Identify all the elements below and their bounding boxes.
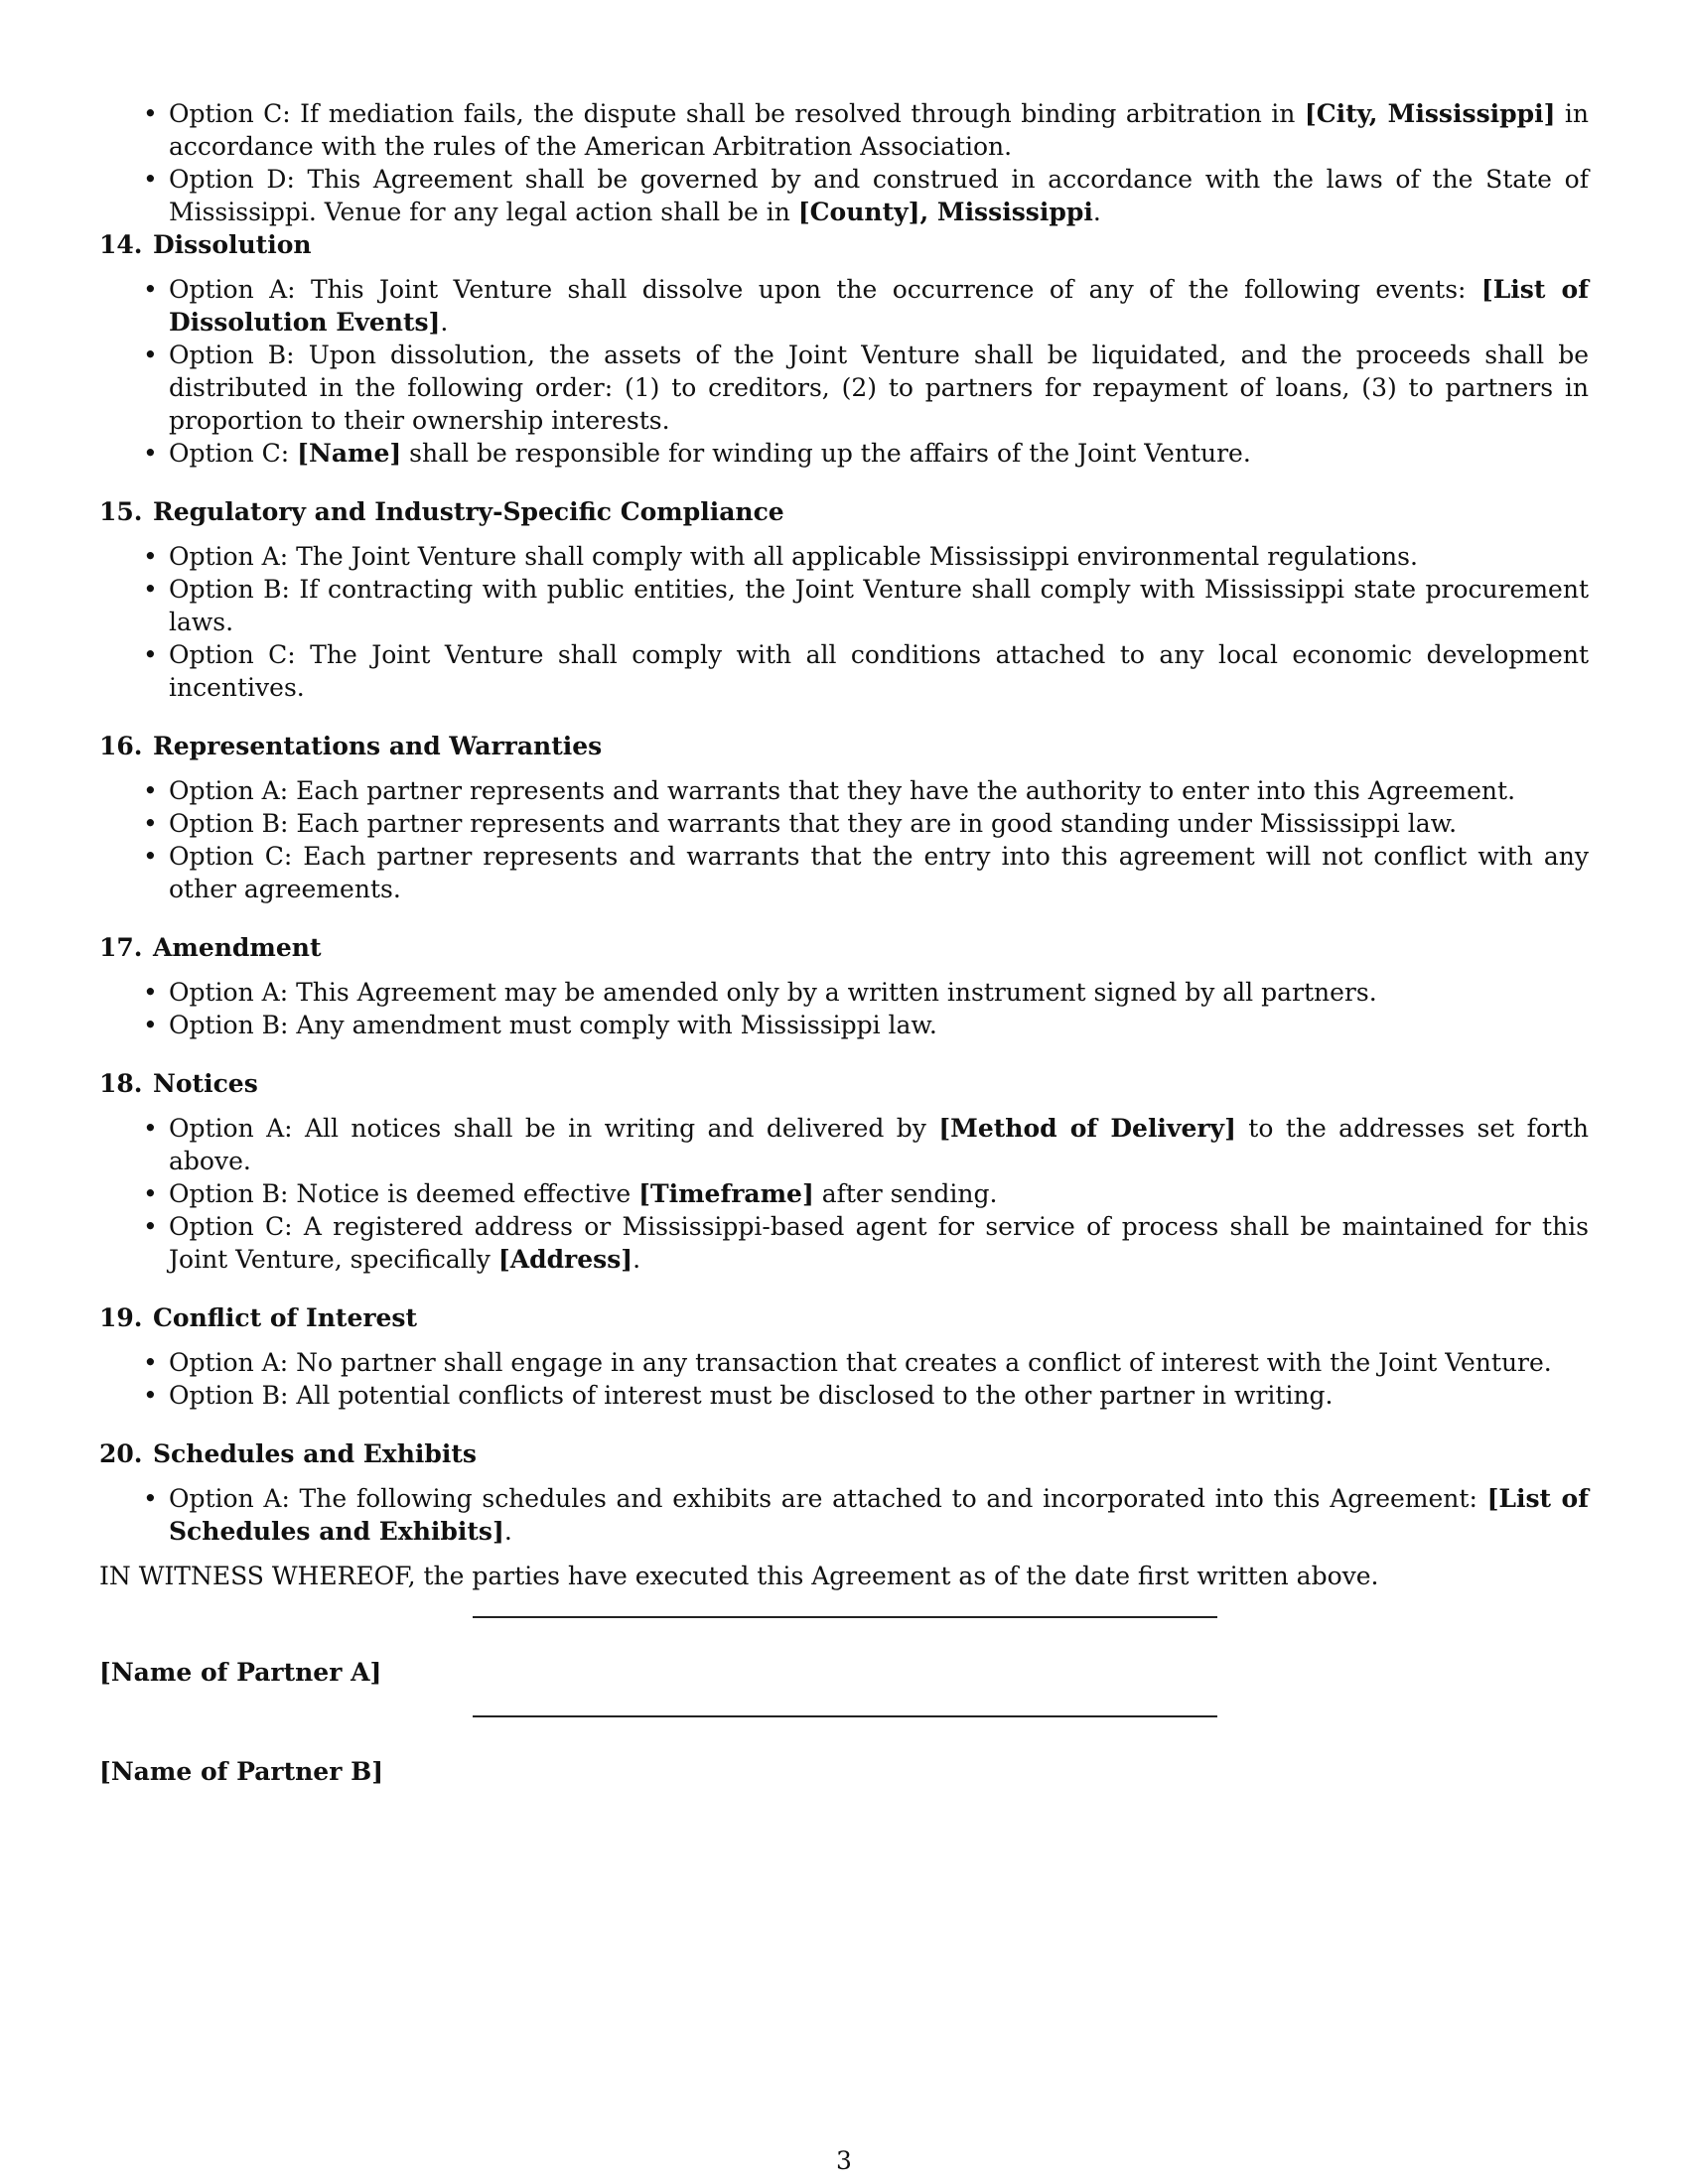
witness-clause: IN WITNESS WHEREOF, the parties have executed this Agreement as of the date first written above. [99,1562,1379,1590]
option-text: Option D: This Agreement shall be governed by and construed in accordance with the laws of the State of Mississippi. Venue for any legal action shall be in [169,165,1589,226]
option-text: Option B: All potential conflicts of interest must be disclosed to the other partner in writing. [169,1381,1334,1410]
options-list [99,540,1589,704]
section-18 [99,1067,1589,1276]
option-text: . [440,308,449,337]
section-20 [99,1437,1589,1548]
option-text: Option C: [169,439,298,468]
section-title: Conflict of Interest [153,1303,418,1332]
section-19 [99,1301,1589,1412]
section-heading [99,1437,1589,1470]
section-title: Amendment [153,933,322,962]
section-title: Schedules and Exhibits [153,1439,477,1468]
option-item [99,1482,1589,1548]
signature-line [473,1616,1217,1618]
option-text: Option A: Each partner represents and warrants that they have the authority to enter into this Agreement. [169,776,1516,805]
signature-block [99,1616,1589,1715]
option-item [99,638,1589,704]
section-heading [99,730,1589,762]
option-text: Option C: The Joint Venture shall comply with all conditions attached to any local economic development incentives. [169,640,1589,702]
option-item [99,540,1589,573]
option-item [99,273,1589,339]
option-item [99,807,1589,840]
option-item [99,1112,1589,1177]
option-text: Option C: If mediation fails, the dispute shall be resolved through binding arbitration in [169,99,1305,128]
signatory-name: [Name of Partner B] [99,1757,384,1786]
option-text: to the addresses set forth above. [169,1114,1589,1175]
options-list [99,273,1589,470]
option-text: Option B: If contracting with public entities, the Joint Venture shall comply with Mississippi state procurement laws. [169,575,1589,636]
option-text: after sending. [813,1179,998,1208]
option-item [99,1009,1589,1041]
option-item [99,1346,1589,1379]
section-title: Regulatory and Industry-Specific Compliance [153,497,784,526]
section-16 [99,730,1589,905]
placeholder-field: [List of Dissolution Events] [169,275,1589,337]
option-text: shall be responsible for winding up the affairs of the Joint Venture. [401,439,1251,468]
option-item [99,339,1589,437]
section-heading [99,931,1589,964]
option-item [99,437,1589,470]
placeholder-field: [Name] [297,439,402,468]
section-number: 17. [99,933,143,962]
option-item [99,97,1589,163]
document-page [99,97,1589,1815]
options-list [99,774,1589,905]
option-text: Option A: The Joint Venture shall comply with all applicable Mississippi environmental regulations. [169,542,1418,571]
option-item [99,163,1589,228]
options-list [99,1346,1589,1412]
option-text: Option A: No partner shall engage in any transaction that creates a conflict of interest with the Joint Venture. [169,1348,1552,1377]
section-heading [99,1067,1589,1100]
section-number: 14. [99,230,143,259]
option-item [99,774,1589,807]
section-heading [99,228,1589,261]
section-title: Representations and Warranties [153,732,603,760]
section-title: Notices [153,1069,258,1098]
option-text: Option A: All notices shall be in writing and delivered by [169,1114,939,1143]
option-item [99,1177,1589,1210]
placeholder-field: [Address] [497,1245,633,1274]
section-number: 16. [99,732,143,760]
section-number: 18. [99,1069,143,1098]
page-number: 3 [836,2146,852,2175]
option-item [99,1210,1589,1276]
options-list [99,1482,1589,1548]
placeholder-field: [County], Mississippi [797,198,1093,226]
option-text: Option B: Notice is deemed effective [169,1179,639,1208]
section-14 [99,228,1589,470]
option-text: . [503,1517,512,1546]
option-text: Option B: Each partner represents and warrants that they are in good standing under Mississippi law. [169,809,1458,838]
section-heading [99,1301,1589,1334]
option-text: . [633,1245,641,1274]
sections-container [99,228,1589,1548]
section-number: 19. [99,1303,143,1332]
option-item [99,573,1589,638]
signature-line [473,1715,1217,1717]
option-text: Option A: This Joint Venture shall dissolve upon the occurrence of any of the following events: [169,275,1481,304]
section-heading [99,495,1589,528]
placeholder-field: [City, Mississippi] [1304,99,1556,128]
option-text: Option C: A registered address or Mississippi-based agent for service of process shall be maintained for this Joint Venture, specifically [169,1212,1589,1274]
section-15 [99,495,1589,704]
option-text: Option A: The following schedules and exhibits are attached to and incorporated into this Agreement: [169,1484,1487,1513]
section-number: 20. [99,1439,143,1468]
signatory-name: [Name of Partner A] [99,1658,382,1687]
option-text: Option A: This Agreement may be amended only by a written instrument signed by all partners. [169,978,1377,1007]
option-text: Option C: Each partner represents and warrants that the entry into this agreement will not conflict with any other agreements. [169,842,1589,903]
option-text: in accordance with the rules of the American Arbitration Association. [169,99,1589,161]
section-number: 15. [99,497,143,526]
signature-area [99,1616,1589,1815]
option-text: Option B: Upon dissolution, the assets of the Joint Venture shall be liquidated, and the proceeds shall be distributed in the following order: (1) to creditors, (2) to partners for repayment of loans, (3) to partners in proportion to their ownership interests. [169,341,1589,435]
option-item [99,1379,1589,1412]
option-item [99,976,1589,1009]
options-list [99,1112,1589,1276]
placeholder-field: [List of Schedules and Exhibits] [169,1484,1589,1546]
option-item [99,840,1589,905]
section-title: Dissolution [153,230,312,259]
placeholder-field: [Timeframe] [638,1179,814,1208]
option-text: Option B: Any amendment must comply with Mississippi law. [169,1011,937,1039]
intro-options-list [99,97,1589,228]
option-text: . [1092,198,1101,226]
signature-block [99,1715,1589,1815]
placeholder-field: [Method of Delivery] [938,1114,1236,1143]
options-list [99,976,1589,1041]
section-17 [99,931,1589,1041]
